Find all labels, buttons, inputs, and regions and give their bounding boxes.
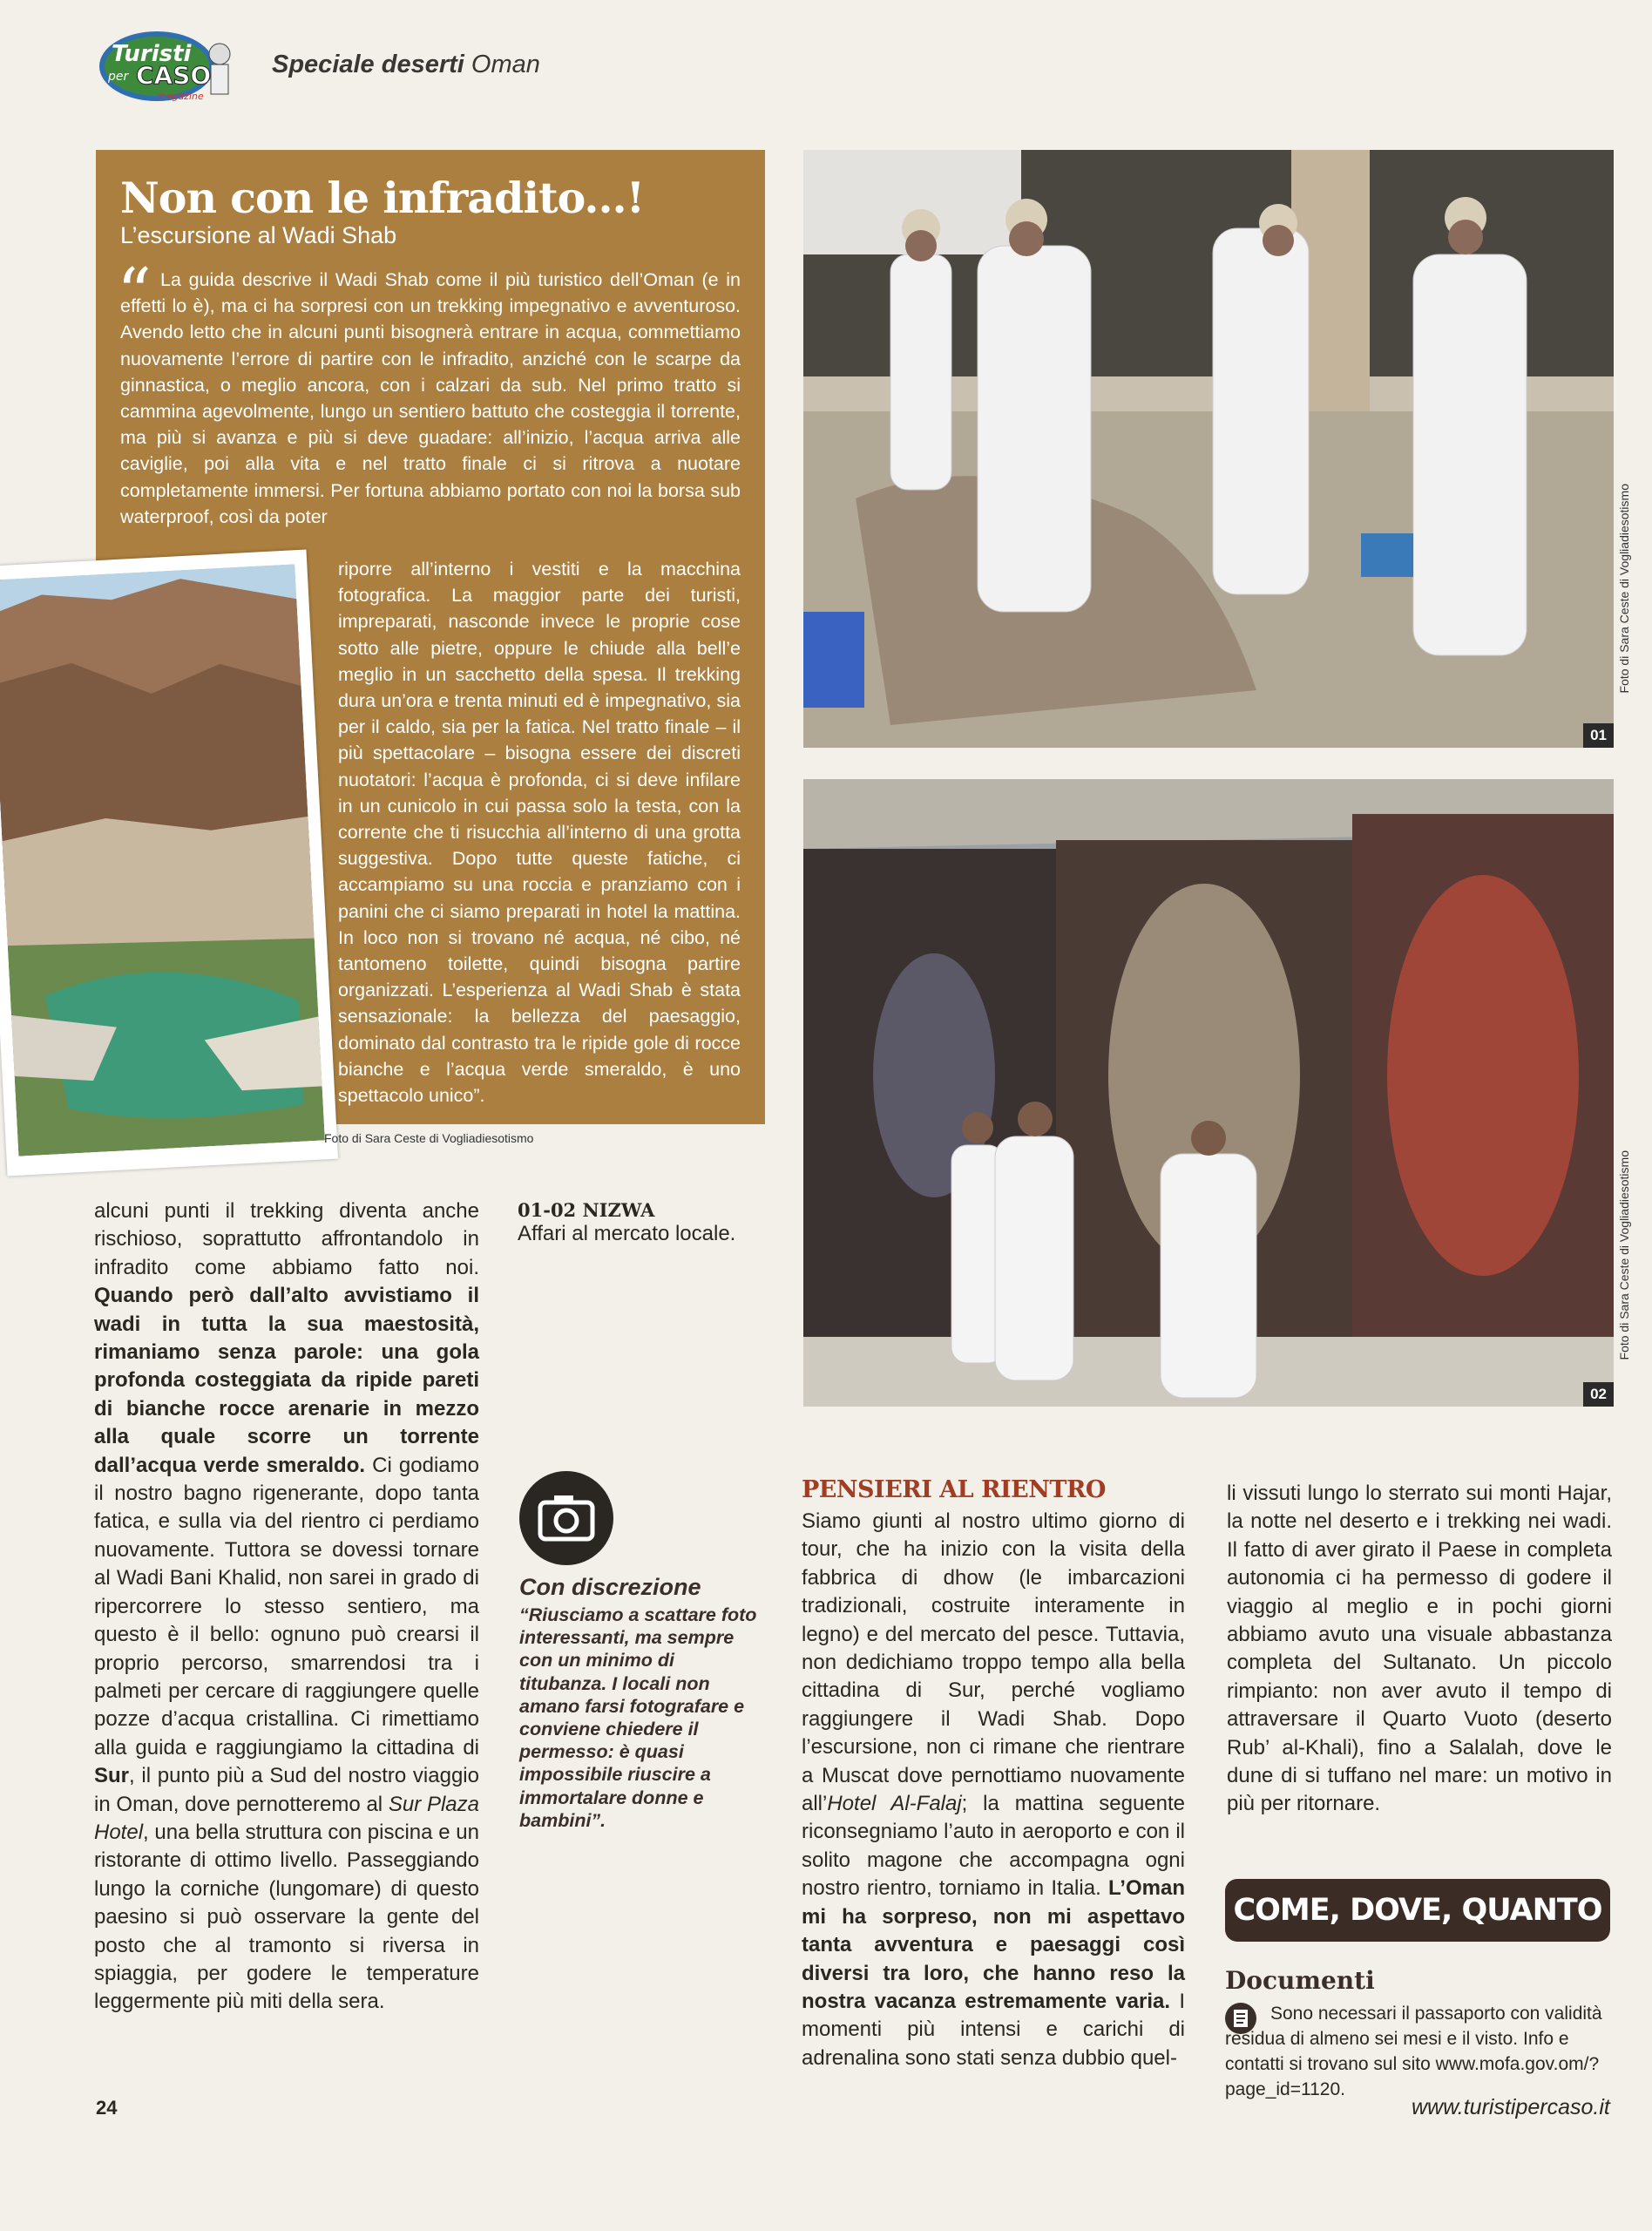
come-dove-quanto-heading: COME, DOVE, QUANTO <box>1225 1879 1610 1942</box>
page-number: 24 <box>96 2097 118 2119</box>
col1-p2: Ci godiamo il nostro bagno rigenerante, dopo tanta fatica, e sulla via del rientro ci perdiamo nuovamente. Tuttora se dovessi tornare al Wadi Bani Khalid, non sarei in grado di ripercorrere lo stesso sentiero, ma questo è il bello: ognuno può crearsi il proprio percorso, smarrendosi tra i palmeti per cercare di raggiungere quelle pozze d’acqua cristallina. Ci rimettiamo alla guida e raggiungiamo la cittadina di <box>94 1453 479 1760</box>
col3-p3: I momenti più intensi e carichi di adrenalina sono stati senza dubbio quel- <box>802 1989 1185 2070</box>
caption-text: Affari al mercato locale. <box>518 1222 736 1245</box>
article-column-4: li vissuti lungo lo sterrato sui monti Hajar, la notte nel deserto e i trekking nei wadi. Il fatto di aver girato il Paese in completa autonomia ci ha permesso di godere il viaggio al meglio e in pochi giorni abbiamo avuto una visuale abbastanza completa del Sultanato. Un piccolo rimpianto: non aver avuto il tempo di attraversare il Quarto Vuoto (deserto Rub’ al-Khali), fino a Salalah, dove le dune di si tuffano nel mare: un motivo in più per ritornare. <box>1227 1482 1612 1816</box>
section-place: Oman <box>471 51 540 78</box>
photo-credit-01: Foto di Sara Ceste di Vogliadiesotismo <box>1617 484 1631 694</box>
box-subtitle: L’escursione al Wadi Shab <box>120 222 397 248</box>
website-link[interactable]: www.turistipercaso.it <box>1412 2095 1610 2119</box>
wadi-photo-image <box>0 564 325 1156</box>
article-column-3 <box>802 1508 1185 2072</box>
box-text-top-content: La guida descrive il Wadi Shab come il più turistico dell’Oman (e in effetti lo è), ma ci ha sorpresi con un trekking impegnativo e avventuroso. Avendo letto che in alcuni punti bisognerà entrare in acqua, commettiamo nuovamente l’errore di partire con le infradito, anziché con le scarpe da ginnastica, o meglio ancora, con i calzari da sub. Nel primo tratto si cammina agevolmente, lungo un sentiero battuto che costeggia il torrente, ma più si avanza e più si deve guadare: all’inizio, l’acqua arriva alle caviglie, poi alla vita e nel tratto finale ci si ritrova a nuotare completamente immersi. Per fortuna abbiamo portato con noi la borsa sub waterproof, così da poter <box>120 269 741 527</box>
col1-p1: alcuni punti il trekking diventa anche rischioso, soprattutto affrontandolo in infradito come abbiamo fatto noi. <box>94 1199 479 1279</box>
logo-line2: per <box>108 70 129 84</box>
carpet-photo-02 <box>803 779 1614 1407</box>
documenti-text: Sono necessari il passaporto con validità residua di almeno sei mesi e il visto. Info e contatti si trovano sul sito www.mofa.gov.om/?page_id=1120. <box>1225 2004 1602 2099</box>
quote-mark: “ <box>117 254 152 333</box>
discretion-title: Con discrezione <box>519 1574 701 1600</box>
wadi-photo <box>0 550 338 1177</box>
market-photo-01 <box>803 150 1614 748</box>
photo-number-02: 02 <box>1583 1382 1614 1407</box>
camera-icon <box>519 1471 613 1565</box>
col1-hotel: Sur Plaza Hotel <box>94 1792 479 1844</box>
box-text-bottom: riporre all’interno i vestiti e la macchina fotografica. La maggior parte dei turisti, impreparati, nasconde invece le proprie cose sotto alle pietre, oppure le chiude alla bell’e meglio in un sacchetto della spesa. Il trekking dura un’ora e trenta minuti ed è impegnativo, sia per il caldo, sia per la fatica. Nel tratto finale – il più spettacolare – bisogna essere dei discreti nuotatori: l’acqua è profonda, ci si deve infilare in un cunicolo in cui passa solo la testa, con la corrente che ti risucchia all’interno di una grotta suggestiva. Dopo tutte queste fatiche, ci accampiamo su una roccia e pranziamo con i panini che ci siamo preparati in hotel la mattina. In loco non si trovano né acqua, né cibo, né tantomeno toilette, quindi bisogna partire organizzati. L’esperienza al Wadi Shab è stata sensazionale: la bellezza del paesaggio, dominato dal contrasto tra le ripide gole di rocce bianche e l’acqua verde smeraldo, è uno spettacolo unico”. <box>338 559 741 1107</box>
col3-hotel: Hotel Al-Falaj <box>827 1792 962 1816</box>
magazine-logo <box>96 28 244 105</box>
logo-line4: magazine <box>157 91 204 102</box>
article-column-1 <box>94 1197 479 2017</box>
box-text-top <box>120 267 741 530</box>
section-label: Speciale deserti <box>272 51 464 78</box>
photo-credit: Foto di Sara Ceste di Vogliadiesotismo <box>324 1131 534 1145</box>
pensieri-title: PENSIERI AL RIENTRO <box>802 1476 1106 1503</box>
col3-p1: Siamo giunti al nostro ultimo giorno di tour, che ha inizio con la visita della fabbrica di dhow (le imbarcazioni tradizionali, costruite interamente in legno) e del mercato del pesce. Tuttavia, non dedichiamo troppo tempo alla bella cittadina di Sur, perché vogliamo raggiungere il Wadi Shab. Dopo l’escursione, non ci rimane che rientrare a Muscat dove pernottiamo nuovamente all’ <box>802 1509 1185 1816</box>
col1-p3: , il punto più a Sud del nostro viaggio in Oman, dove pernotteremo al <box>94 1764 479 1816</box>
col1-bold: Quando però dall’alto avvistiamo il wadi in tutta la sua maestosità, rimaniamo senza parole: una gola profonda costeggiata da ripide pareti di bianche rocce arenarie in mezzo alla quale scorre un torrente dall’acqua verde smeraldo. <box>94 1284 479 1477</box>
col1-sur: Sur <box>94 1764 130 1788</box>
logo-line3: CASO <box>136 61 212 90</box>
photo-number-01: 01 <box>1583 723 1614 748</box>
box-title: Non con le infradito...! <box>120 173 645 223</box>
col1-p4: , una bella struttura con piscina e un ristorante di ottimo livello. Passeggiando lungo la corniche (lungomare) di questo paesino si può osservare la gente del posto che al tramonto si riversa in spiaggia, per godere le temperature leggermente più miti della sera. <box>94 1820 479 2014</box>
logo-line1: Turisti <box>112 41 192 67</box>
photo-credit-02: Foto di Sara Ceste di Vogliadiesotismo <box>1617 1150 1631 1360</box>
caption-title: 01-02 NIZWA <box>518 1199 655 1221</box>
col3-p2: ; la mattina seguente riconsegniamo l’auto in aeroporto e con il solito magone che accompagna ogni nostro rientro, torniamo in Italia. <box>802 1792 1185 1901</box>
discretion-text: “Riusciamo a scattare foto interessanti, ma sempre con un minimo di titubanza. I locali non amano farsi fotografare e conviene chiedere il permesso: è quasi impossibile riuscire a immortalare donne e bambini”. <box>519 1604 757 1831</box>
section-title <box>272 51 540 79</box>
documenti-title: Documenti <box>1225 1966 1375 1995</box>
col3-bold: L’Oman mi ha sorpreso, non mi aspettavo tanta avventura e paesaggi così diversi tra loro, che hanno reso la nostra vacanza estremamente varia. <box>802 1876 1185 2013</box>
